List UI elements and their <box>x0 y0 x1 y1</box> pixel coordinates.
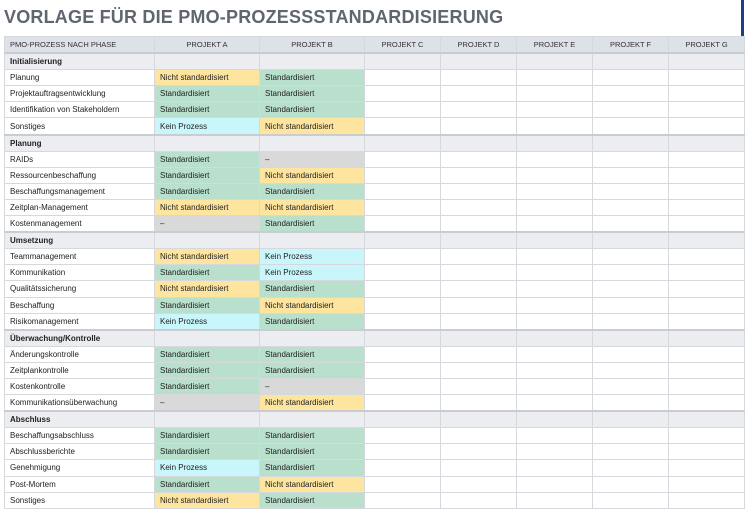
empty-cell[interactable] <box>517 476 593 492</box>
header-process: PMO-PROZESS NACH PHASE <box>5 37 155 54</box>
empty-cell[interactable] <box>593 70 669 86</box>
phase-cell[interactable] <box>517 135 593 152</box>
process-label[interactable]: Abschlussberichte <box>5 444 155 460</box>
empty-cell[interactable] <box>441 102 517 118</box>
empty-cell[interactable] <box>441 428 517 444</box>
process-label[interactable]: Planung <box>5 70 155 86</box>
empty-cell[interactable] <box>593 428 669 444</box>
empty-cell[interactable] <box>669 281 745 297</box>
empty-cell[interactable] <box>441 249 517 265</box>
status-cell[interactable]: Kein Prozess <box>155 460 260 476</box>
status-cell[interactable]: Standardisiert <box>260 362 365 378</box>
status-cell[interactable]: Standardisiert <box>155 362 260 378</box>
phase-cell[interactable] <box>260 330 365 347</box>
process-label[interactable]: Kostenmanagement <box>5 216 155 233</box>
phase-cell[interactable] <box>593 232 669 249</box>
phase-cell[interactable] <box>669 135 745 152</box>
phase-row <box>5 411 745 428</box>
empty-cell[interactable] <box>365 460 441 476</box>
empty-cell[interactable] <box>593 395 669 412</box>
table-row <box>5 313 745 330</box>
status-cell[interactable]: Standardisiert <box>155 102 260 118</box>
empty-cell[interactable] <box>517 265 593 281</box>
empty-cell[interactable] <box>669 428 745 444</box>
empty-cell[interactable] <box>517 216 593 233</box>
phase-cell[interactable] <box>365 135 441 152</box>
process-label[interactable]: Beschaffungsabschluss <box>5 428 155 444</box>
phase-cell[interactable] <box>669 330 745 347</box>
empty-cell[interactable] <box>593 86 669 102</box>
phase-cell[interactable] <box>365 411 441 428</box>
empty-cell[interactable] <box>365 265 441 281</box>
table-body <box>5 53 745 508</box>
empty-cell[interactable] <box>517 492 593 508</box>
phase-cell[interactable] <box>155 411 260 428</box>
process-label[interactable]: Ressourcenbeschaffung <box>5 167 155 183</box>
status-cell[interactable]: – <box>260 151 365 167</box>
empty-cell[interactable] <box>365 249 441 265</box>
empty-cell[interactable] <box>669 118 745 135</box>
empty-cell[interactable] <box>441 70 517 86</box>
status-cell[interactable]: Standardisiert <box>155 167 260 183</box>
empty-cell[interactable] <box>669 216 745 233</box>
phase-cell[interactable] <box>260 135 365 152</box>
table-row <box>5 444 745 460</box>
phase-cell[interactable] <box>517 232 593 249</box>
status-cell[interactable]: Nicht standardisiert <box>260 297 365 313</box>
table-row <box>5 297 745 313</box>
empty-cell[interactable] <box>441 167 517 183</box>
empty-cell[interactable] <box>365 492 441 508</box>
empty-cell[interactable] <box>669 346 745 362</box>
status-cell[interactable]: Nicht standardisiert <box>260 167 365 183</box>
table-row <box>5 102 745 118</box>
table-row <box>5 118 745 135</box>
empty-cell[interactable] <box>441 395 517 412</box>
empty-cell[interactable] <box>593 281 669 297</box>
empty-cell[interactable] <box>365 151 441 167</box>
process-label[interactable]: Änderungskontrolle <box>5 346 155 362</box>
empty-cell[interactable] <box>441 346 517 362</box>
empty-cell[interactable] <box>517 102 593 118</box>
phase-cell[interactable] <box>260 232 365 249</box>
empty-cell[interactable] <box>441 86 517 102</box>
page-title: VORLAGE FÜR DIE PMO-PROZESSSTANDARDISIERUNG <box>4 7 504 27</box>
empty-cell[interactable] <box>365 70 441 86</box>
header-projekt-f: PROJEKT F <box>593 37 669 54</box>
empty-cell[interactable] <box>365 444 441 460</box>
empty-cell[interactable] <box>593 199 669 215</box>
phase-cell[interactable] <box>441 53 517 70</box>
empty-cell[interactable] <box>593 265 669 281</box>
table-row <box>5 362 745 378</box>
table-row <box>5 70 745 86</box>
status-cell[interactable]: Standardisiert <box>260 102 365 118</box>
status-cell[interactable]: Standardisiert <box>155 378 260 394</box>
status-cell[interactable]: Nicht standardisiert <box>260 395 365 412</box>
status-cell[interactable]: Standardisiert <box>155 86 260 102</box>
status-cell[interactable]: Nicht standardisiert <box>155 492 260 508</box>
empty-cell[interactable] <box>517 428 593 444</box>
phase-label[interactable]: Abschluss <box>5 411 155 428</box>
empty-cell[interactable] <box>669 313 745 330</box>
phase-label[interactable]: Initialisierung <box>5 53 155 70</box>
empty-cell[interactable] <box>593 167 669 183</box>
empty-cell[interactable] <box>365 86 441 102</box>
process-label[interactable]: Zeitplan-Management <box>5 199 155 215</box>
empty-cell[interactable] <box>365 313 441 330</box>
table-row <box>5 378 745 394</box>
empty-cell[interactable] <box>593 460 669 476</box>
status-cell[interactable]: Kein Prozess <box>260 265 365 281</box>
process-label[interactable]: Post-Mortem <box>5 476 155 492</box>
header-projekt-b: PROJEKT B <box>260 37 365 54</box>
empty-cell[interactable] <box>365 199 441 215</box>
process-label[interactable]: Kommunikationsüberwachung <box>5 395 155 412</box>
empty-cell[interactable] <box>517 346 593 362</box>
status-cell[interactable]: – <box>155 216 260 233</box>
empty-cell[interactable] <box>365 362 441 378</box>
table-row <box>5 151 745 167</box>
status-cell[interactable]: Standardisiert <box>260 70 365 86</box>
phase-cell[interactable] <box>593 53 669 70</box>
empty-cell[interactable] <box>669 102 745 118</box>
empty-cell[interactable] <box>441 362 517 378</box>
empty-cell[interactable] <box>517 281 593 297</box>
empty-cell[interactable] <box>365 395 441 412</box>
empty-cell[interactable] <box>669 378 745 394</box>
phase-cell[interactable] <box>669 53 745 70</box>
empty-cell[interactable] <box>517 362 593 378</box>
header-row <box>5 37 745 54</box>
status-cell[interactable]: Kein Prozess <box>155 313 260 330</box>
table-row <box>5 476 745 492</box>
header-projekt-e: PROJEKT E <box>517 37 593 54</box>
table-row <box>5 265 745 281</box>
status-cell[interactable]: Nicht standardisiert <box>260 199 365 215</box>
empty-cell[interactable] <box>365 476 441 492</box>
empty-cell[interactable] <box>365 183 441 199</box>
process-label[interactable]: Kostenkontrolle <box>5 378 155 394</box>
process-label[interactable]: Beschaffung <box>5 297 155 313</box>
empty-cell[interactable] <box>669 86 745 102</box>
status-cell[interactable]: Kein Prozess <box>260 249 365 265</box>
phase-row <box>5 53 745 70</box>
process-label[interactable]: Zeitplankontrolle <box>5 362 155 378</box>
empty-cell[interactable] <box>517 183 593 199</box>
status-cell[interactable]: Standardisiert <box>155 346 260 362</box>
phase-cell[interactable] <box>669 411 745 428</box>
empty-cell[interactable] <box>669 297 745 313</box>
status-cell[interactable]: Nicht standardisiert <box>260 476 365 492</box>
status-cell[interactable]: Standardisiert <box>260 346 365 362</box>
empty-cell[interactable] <box>669 167 745 183</box>
empty-cell[interactable] <box>593 444 669 460</box>
empty-cell[interactable] <box>365 216 441 233</box>
header-projekt-d: PROJEKT D <box>441 37 517 54</box>
empty-cell[interactable] <box>593 492 669 508</box>
empty-cell[interactable] <box>441 444 517 460</box>
empty-cell[interactable] <box>593 216 669 233</box>
status-cell[interactable]: Standardisiert <box>155 183 260 199</box>
phase-cell[interactable] <box>155 330 260 347</box>
empty-cell[interactable] <box>441 476 517 492</box>
process-label[interactable]: Kommunikation <box>5 265 155 281</box>
empty-cell[interactable] <box>593 476 669 492</box>
phase-cell[interactable] <box>365 53 441 70</box>
empty-cell[interactable] <box>441 216 517 233</box>
empty-cell[interactable] <box>517 70 593 86</box>
header-projekt-c: PROJEKT C <box>365 37 441 54</box>
table-row <box>5 281 745 297</box>
status-cell[interactable]: Kein Prozess <box>155 118 260 135</box>
empty-cell[interactable] <box>517 378 593 394</box>
status-cell[interactable]: Standardisiert <box>260 86 365 102</box>
empty-cell[interactable] <box>517 313 593 330</box>
phase-cell[interactable] <box>441 232 517 249</box>
empty-cell[interactable] <box>441 118 517 135</box>
empty-cell[interactable] <box>517 86 593 102</box>
empty-cell[interactable] <box>593 362 669 378</box>
phase-label[interactable]: Überwachung/Kontrolle <box>5 330 155 347</box>
process-label[interactable]: Identifikation von Stakeholdern <box>5 102 155 118</box>
table-row <box>5 492 745 508</box>
status-cell[interactable]: Standardisiert <box>155 476 260 492</box>
header-projekt-a: PROJEKT A <box>155 37 260 54</box>
empty-cell[interactable] <box>441 492 517 508</box>
empty-cell[interactable] <box>517 118 593 135</box>
empty-cell[interactable] <box>669 151 745 167</box>
empty-cell[interactable] <box>517 460 593 476</box>
status-cell[interactable]: Standardisiert <box>260 216 365 233</box>
phase-cell[interactable] <box>260 411 365 428</box>
empty-cell[interactable] <box>365 118 441 135</box>
status-cell[interactable]: Standardisiert <box>155 297 260 313</box>
empty-cell[interactable] <box>365 297 441 313</box>
empty-cell[interactable] <box>593 118 669 135</box>
empty-cell[interactable] <box>593 249 669 265</box>
table-row <box>5 428 745 444</box>
phase-row <box>5 135 745 152</box>
status-cell[interactable]: Standardisiert <box>155 428 260 444</box>
process-table <box>4 36 745 509</box>
process-label[interactable]: Risikomanagement <box>5 313 155 330</box>
empty-cell[interactable] <box>365 167 441 183</box>
empty-cell[interactable] <box>517 395 593 412</box>
empty-cell[interactable] <box>441 265 517 281</box>
phase-label[interactable]: Umsetzung <box>5 232 155 249</box>
table-row <box>5 346 745 362</box>
empty-cell[interactable] <box>593 151 669 167</box>
empty-cell[interactable] <box>441 460 517 476</box>
empty-cell[interactable] <box>669 492 745 508</box>
empty-cell[interactable] <box>517 167 593 183</box>
status-cell[interactable]: Nicht standardisiert <box>155 281 260 297</box>
empty-cell[interactable] <box>593 346 669 362</box>
phase-cell[interactable] <box>517 411 593 428</box>
empty-cell[interactable] <box>517 249 593 265</box>
phase-cell[interactable] <box>155 135 260 152</box>
empty-cell[interactable] <box>593 297 669 313</box>
status-cell[interactable]: Standardisiert <box>260 444 365 460</box>
table-row <box>5 216 745 233</box>
process-label[interactable]: Sonstiges <box>5 118 155 135</box>
status-cell[interactable]: Standardisiert <box>260 183 365 199</box>
accent-bar <box>741 0 744 36</box>
empty-cell[interactable] <box>669 183 745 199</box>
table-row <box>5 199 745 215</box>
status-cell[interactable]: Standardisiert <box>260 460 365 476</box>
empty-cell[interactable] <box>669 444 745 460</box>
empty-cell[interactable] <box>441 281 517 297</box>
phase-label[interactable]: Planung <box>5 135 155 152</box>
table-row <box>5 395 745 412</box>
empty-cell[interactable] <box>517 199 593 215</box>
table-row <box>5 249 745 265</box>
status-cell[interactable]: Nicht standardisiert <box>155 249 260 265</box>
phase-row <box>5 232 745 249</box>
empty-cell[interactable] <box>441 199 517 215</box>
phase-cell[interactable] <box>155 232 260 249</box>
status-cell[interactable]: Standardisiert <box>155 444 260 460</box>
phase-cell[interactable] <box>365 232 441 249</box>
status-cell[interactable]: Standardisiert <box>260 428 365 444</box>
phase-cell[interactable] <box>441 330 517 347</box>
header-projekt-g: PROJEKT G <box>669 37 745 54</box>
process-label[interactable]: Sonstiges <box>5 492 155 508</box>
empty-cell[interactable] <box>365 378 441 394</box>
status-cell[interactable]: Standardisiert <box>260 492 365 508</box>
status-cell[interactable]: Nicht standardisiert <box>155 199 260 215</box>
empty-cell[interactable] <box>517 444 593 460</box>
empty-cell[interactable] <box>669 460 745 476</box>
status-cell[interactable]: Nicht standardisiert <box>155 70 260 86</box>
empty-cell[interactable] <box>669 70 745 86</box>
empty-cell[interactable] <box>517 297 593 313</box>
table-row <box>5 460 745 476</box>
process-label[interactable]: RAIDs <box>5 151 155 167</box>
empty-cell[interactable] <box>669 395 745 412</box>
empty-cell[interactable] <box>441 183 517 199</box>
status-cell[interactable]: Standardisiert <box>260 313 365 330</box>
process-label[interactable]: Beschaffungsmanagement <box>5 183 155 199</box>
phase-cell[interactable] <box>365 330 441 347</box>
empty-cell[interactable] <box>517 151 593 167</box>
phase-cell[interactable] <box>669 232 745 249</box>
status-cell[interactable]: Nicht standardisiert <box>260 118 365 135</box>
phase-cell[interactable] <box>593 330 669 347</box>
phase-cell[interactable] <box>260 53 365 70</box>
empty-cell[interactable] <box>365 102 441 118</box>
phase-cell[interactable] <box>593 135 669 152</box>
empty-cell[interactable] <box>669 265 745 281</box>
process-label[interactable]: Qualitätssicherung <box>5 281 155 297</box>
status-cell[interactable]: Standardisiert <box>155 151 260 167</box>
process-label[interactable]: Teammanagement <box>5 249 155 265</box>
status-cell[interactable]: – <box>155 395 260 412</box>
empty-cell[interactable] <box>669 199 745 215</box>
status-cell[interactable]: Standardisiert <box>155 265 260 281</box>
process-label[interactable]: Projektauftragsentwicklung <box>5 86 155 102</box>
empty-cell[interactable] <box>669 249 745 265</box>
process-label[interactable]: Genehmigung <box>5 460 155 476</box>
empty-cell[interactable] <box>365 281 441 297</box>
empty-cell[interactable] <box>441 297 517 313</box>
empty-cell[interactable] <box>593 378 669 394</box>
empty-cell[interactable] <box>365 428 441 444</box>
empty-cell[interactable] <box>593 183 669 199</box>
empty-cell[interactable] <box>441 151 517 167</box>
table-row <box>5 86 745 102</box>
empty-cell[interactable] <box>593 313 669 330</box>
table-row <box>5 167 745 183</box>
table-row <box>5 183 745 199</box>
empty-cell[interactable] <box>365 346 441 362</box>
empty-cell[interactable] <box>669 362 745 378</box>
phase-cell[interactable] <box>593 411 669 428</box>
phase-cell[interactable] <box>441 135 517 152</box>
phase-cell[interactable] <box>155 53 260 70</box>
phase-cell[interactable] <box>517 53 593 70</box>
phase-cell[interactable] <box>441 411 517 428</box>
phase-cell[interactable] <box>517 330 593 347</box>
empty-cell[interactable] <box>593 102 669 118</box>
phase-row <box>5 330 745 347</box>
empty-cell[interactable] <box>669 476 745 492</box>
status-cell[interactable]: Standardisiert <box>260 281 365 297</box>
empty-cell[interactable] <box>441 378 517 394</box>
empty-cell[interactable] <box>441 313 517 330</box>
status-cell[interactable]: – <box>260 378 365 394</box>
